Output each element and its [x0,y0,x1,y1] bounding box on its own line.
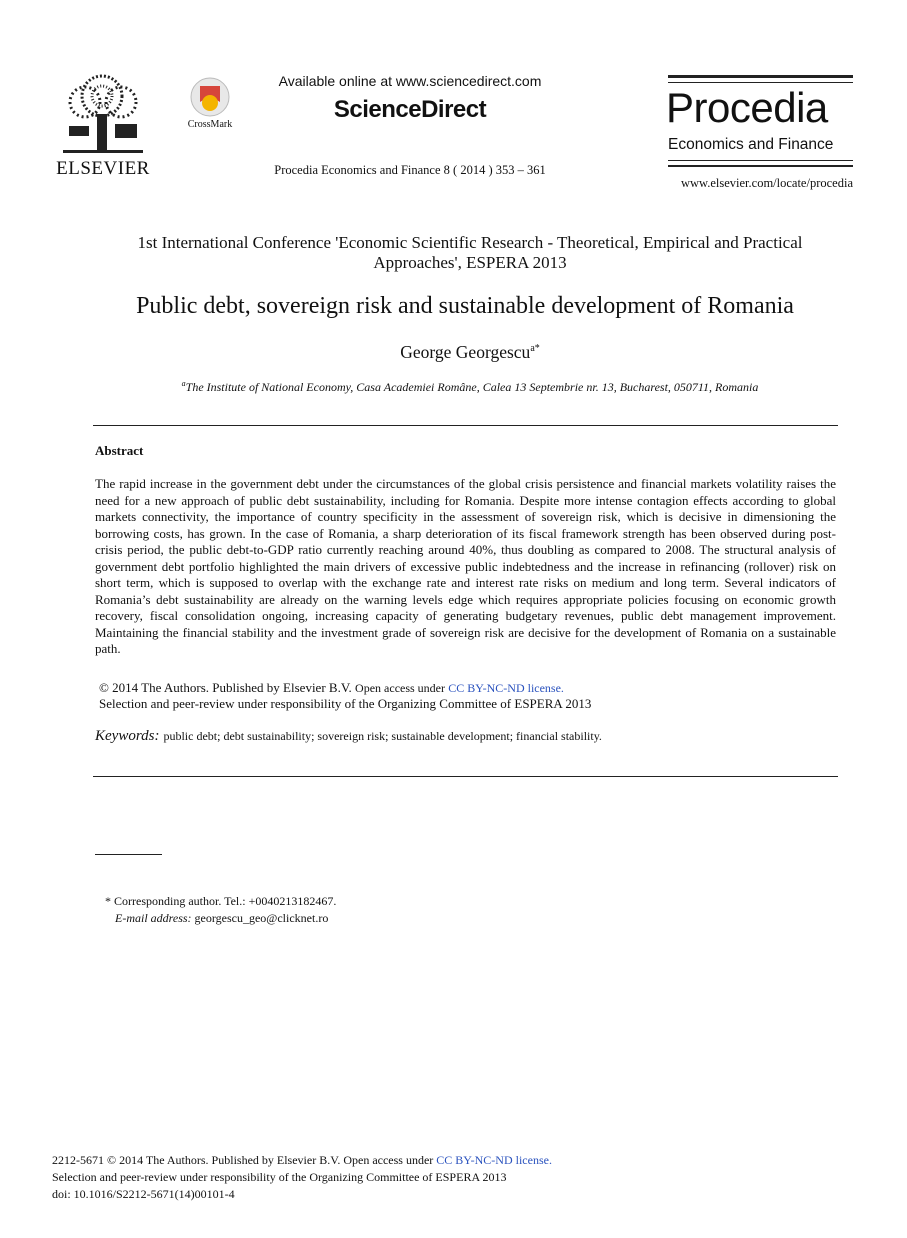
crossmark-icon [178,76,242,118]
crossmark-label: CrossMark [187,119,233,130]
procedia-url[interactable]: www.elsevier.com/locate/procedia [680,176,853,190]
footnote-rule [95,854,162,855]
sciencedirect-logo: ScienceDirect [333,96,487,123]
footer-doi[interactable]: doi: 10.1016/S2212-5671(14)00101-4 [52,1187,235,1201]
elsevier-tree-icon [55,74,151,156]
abstract-text: The rapid increase in the government debt under the circumstances of the global crisis persistence and financial markets volatility raises the need for a new approach of public debt sustainability, including for Romania. Despite more intense contagion effects according to global markets connectivity, the importance of country specificity in the assessment of sovereign risk, which is decisive in dimensioning the borrowing costs, has grown. In the case of Romania, a sharp deterioration of its fiscal framework strength has been observed during post-crisis period, the public debt-to-GDP ratio currently reaching around 40%, thus doubling as compared to 2008. The structural analysis of government debt portfolio highlighted the main drivers of excessive public indebtedness and the increase in refinancing (rollover) risk on short term, which is supposed to overlap with the exchange rate and interest rate risks on medium and long term. Several indicators of Romania’s debt sustainability are already on the warning levels edge which requires appropriate policies focusing on economic growth recovery, fiscal consolidation ongoing, increasing capacity of generating budgetary revenues, public debt management improvement. Maintaining the financial stability and the investment grade of sovereign risk are decisive for the development of Romania on a sustainable path. [95,476,836,656]
available-online-text: Available online at www.sciencedirect.com [278,73,542,89]
footer-license-link[interactable]: CC BY-NC-ND license. [436,1153,552,1167]
email-line [115,911,328,926]
footer-peer-review: Selection and peer-review under responsibility of the Organizing Committee of ESPERA 2013 [52,1170,507,1184]
author-marks: a* [530,343,540,355]
keywords-label: Keywords: [95,728,160,744]
affiliation-text: The Institute of National Economy, Casa Academiei Române, Calea 13 Septembrie nr. 13, Bucharest, 050711, Romania [185,380,759,394]
elsevier-wordmark: ELSEVIER [56,158,150,179]
copyright-text: © 2014 The Authors. Published by Elsevier B.V. [99,680,352,695]
abstract-peer-review: Selection and peer-review under responsibility of the Organizing Committee of ESPERA 2013 [99,696,592,711]
procedia-top-rule-thick [668,75,853,78]
crossmark-logo[interactable] [178,76,242,136]
procedia-bottom-rule-thin [668,160,853,161]
email-address[interactable]: georgescu_geo@clicknet.ro [194,911,329,925]
procedia-subtitle: Economics and Finance [668,136,834,153]
abstract-heading: Abstract [95,443,144,458]
author-name: George Georgescu [400,342,531,362]
elsevier-logo [55,74,151,178]
open-access-text: Open access under [355,681,446,695]
conference-line-1: 1st International Conference 'Economic Scientific Research - Theoretical, Empirical and Practical [137,233,803,252]
journal-citation: Procedia Economics and Finance 8 ( 2014 ) 353 – 361 [274,163,546,177]
corresponding-author: * Corresponding author. Tel.: +0040213182467. [105,894,337,908]
procedia-top-rule-thin [668,82,853,83]
author-line [60,342,880,363]
abstract-top-rule [93,425,838,426]
conference-line-2: Approaches', ESPERA 2013 [373,253,567,272]
affiliation [60,379,880,395]
footer-copyright-line [52,1153,552,1168]
abstract-copyright-line [99,680,839,696]
footer-issn-copyright: 2212-5671 © 2014 The Authors. Published by Elsevier B.V. Open access under [52,1153,434,1167]
procedia-bottom-rule-thick [668,165,853,167]
abstract-bottom-rule [93,776,838,777]
email-label: E-mail address: [115,911,192,925]
affiliation-mark: a [181,379,186,388]
procedia-title: Procedia [666,84,828,131]
license-link[interactable]: CC BY-NC-ND license. [448,681,564,695]
keywords-text: public debt; debt sustainability; sovereign risk; sustainable development; financial stability. [163,729,602,743]
article-title: Public debt, sovereign risk and sustainable development of Romania [136,293,794,319]
keywords-line [95,727,840,745]
